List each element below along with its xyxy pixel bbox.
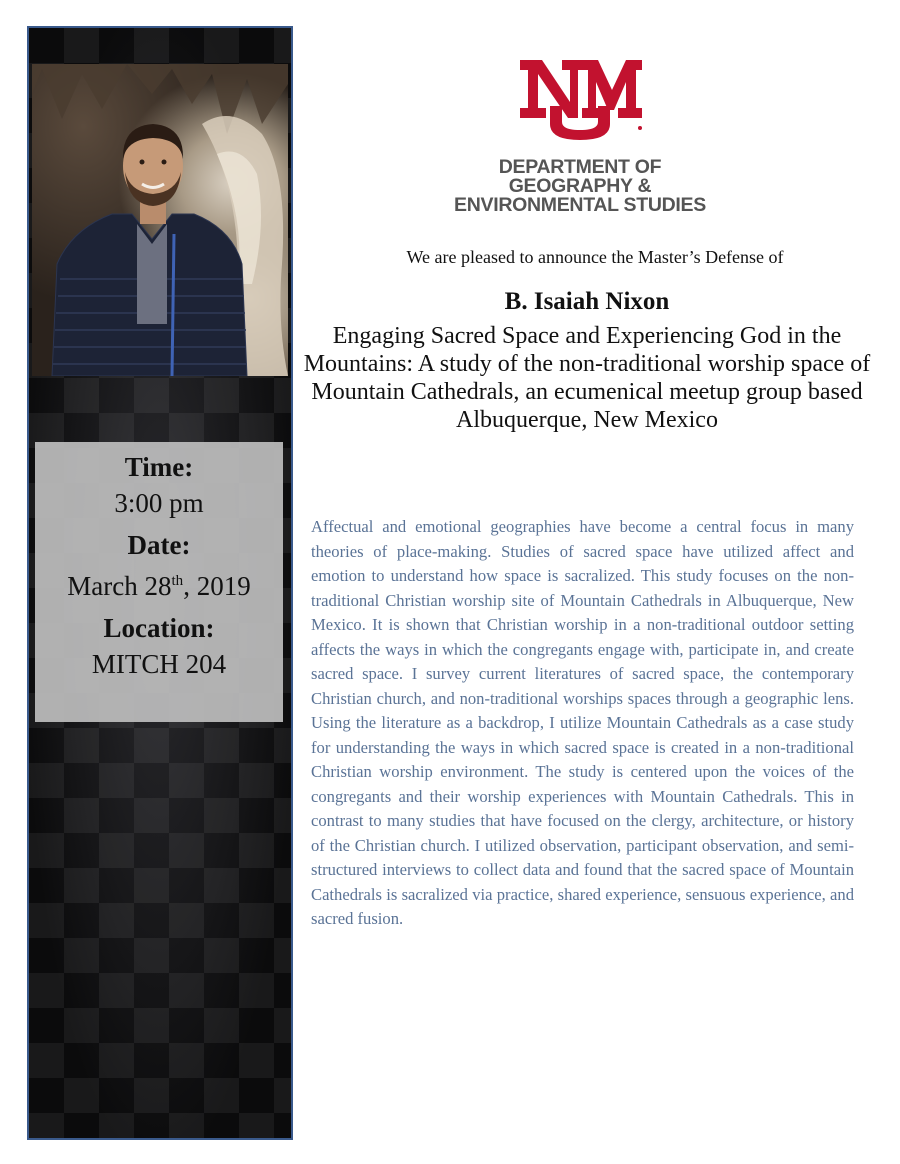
abstract-text: Affectual and emotional geographies have become a central focus in many theories of place-making. Studies of sacred space have utilized affect and emotion to understand how space is sacralized. This study focuses on the non-traditional Christian worship site of Mountain Cathedrals in Albuquerque, New Mexico. It is shown that Christian worship in a non-traditional outdoor setting affects the ways in which the congregants engage with, participate in, and create sacred space. I survey current literatures of sacred space, the contemporary Christian church, and non-traditional worships spaces through a geographic lens. Using the literature as a backdrop, I utilize Mountain Cathedrals as a case study for understanding the ways in which sacred space is created in a non-traditional Christian worship environment. The study is centered upon the voices of the congregants and their worship experiences with Mountain Cathedrals. This in contrast to many studies that have focused on the clergy, architecture, or history of the Christian church. I utilized observation, participant observation, and semi-structured interviews to collect data and found that the sacred space of Mountain Cathedrals is sacralized via practice, shared experience, sensuous experience, and sacred fusion. xyxy=(311,517,854,928)
location-label: Location: xyxy=(103,613,215,643)
announcement-text: We are pleased to announce the Master’s Defense of xyxy=(406,247,784,267)
department-line-1: DEPARTMENT OF xyxy=(498,156,662,178)
time-value: 3:00 pm xyxy=(114,488,204,518)
date-value: March 28th, 2019 xyxy=(67,571,251,601)
presenter-photo-illustration xyxy=(32,64,288,376)
event-details-box xyxy=(35,442,283,722)
presenter-name: B. Isaiah Nixon xyxy=(504,288,670,315)
side-panel xyxy=(27,26,293,1140)
time-label: Time: xyxy=(124,452,194,482)
department-line-2: GEOGRAPHY & xyxy=(508,175,652,197)
thesis-title: Engaging Sacred Space and Experiencing God in the Mountains: A study of the non-traditional worship space of Mountain Cathedrals, an ecumenical meetup group based Albuquerque, New Mexico xyxy=(303,323,871,433)
location-value: MITCH 204 xyxy=(91,649,227,679)
date-label: Date: xyxy=(127,530,191,560)
department-line-3: ENVIRONMENTAL STUDIES xyxy=(454,194,706,216)
unm-logo-icon xyxy=(516,56,644,140)
department-name xyxy=(420,158,740,215)
presenter-photo xyxy=(32,64,288,376)
